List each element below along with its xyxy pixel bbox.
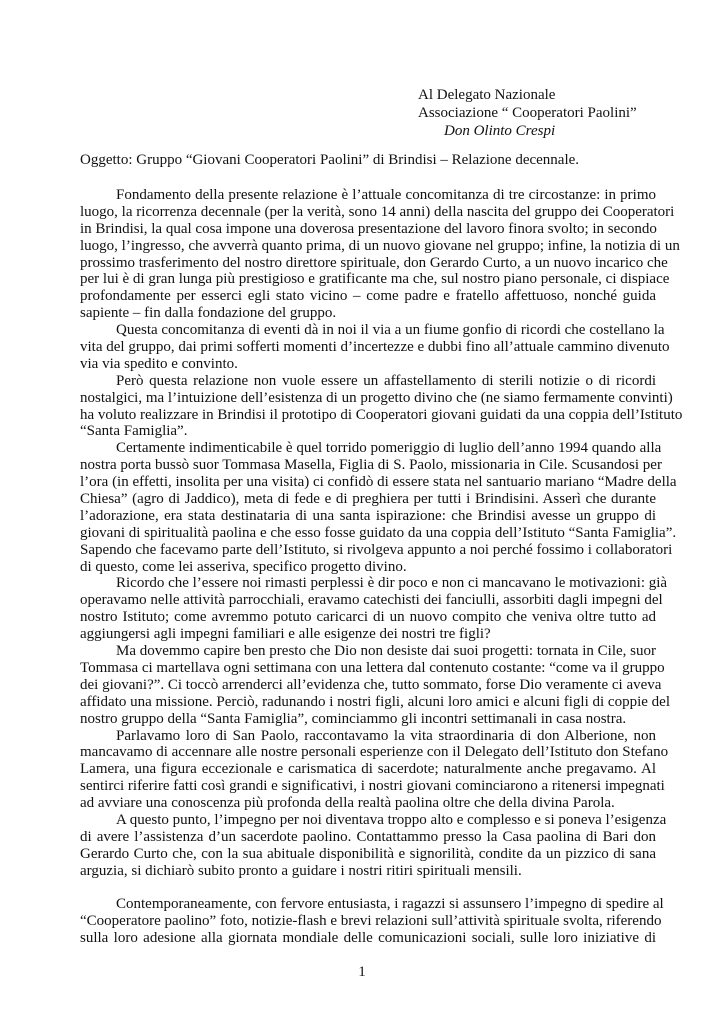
paragraph-line: Ricordo che l’essere noi rimasti perplessi è dir poco e non ci mancavano le motivazioni: già (116, 575, 668, 592)
paragraph-line: prossimo trasferimento del nostro direttore spirituale, don Gerardo Curto, a un nuovo incarico che (80, 254, 668, 271)
paragraph-line: via via spedito e convinto. (80, 355, 238, 372)
paragraph (80, 187, 680, 322)
paragraph-line: luogo, l’ingresso, che avverrà quanto prima, di un nuovo giovane nel gruppo; infine, la notizia di un (80, 237, 680, 254)
paragraph-line: “Santa Famiglia”. (80, 423, 188, 440)
paragraph-line: ad avviare una conoscenza più profonda della realtà paolina oltre che della divina Parola. (80, 795, 615, 812)
paragraph-line: operavamo nelle attività parrocchiali, eravamo catechisti dei fanciulli, assorbiti dagli impegni del (80, 592, 663, 609)
paragraph (80, 440, 677, 575)
letter-body (80, 187, 683, 947)
paragraph-line: in Brindisi, la qual cosa impone una doverosa presentazione del lavoro finora svolto; in secondo (80, 220, 657, 237)
paragraph-line: nostro gruppo della “Santa Famiglia”, cominciammo gli incontri settimanali in casa nostra. (80, 710, 627, 727)
paragraph-line: Sapendo che facevamo parte dell’Istituto, si rivolgeva appunto a noi perché fossimo i collaboratori (80, 541, 673, 558)
paragraph-line: Parlavamo loro di San Paolo, raccontavamo la vita straordinaria di don Alberione, non (116, 727, 656, 744)
paragraph-line: sulla loro adesione alla giornata mondiale delle comunicazioni sociali, sulle loro iniziative di (80, 930, 656, 947)
paragraph-line: Però questa relazione non vuole essere un affastellamento di sterili notizie o di ricordi (116, 372, 656, 389)
recipient-title: Al Delegato Nazionale (418, 87, 556, 103)
recipient-association: Associazione “ Cooperatori Paolini” (418, 105, 637, 121)
paragraph-line: Certamente indimenticabile è quel torrido pomeriggio di luglio dell’anno 1994 quando alla (116, 440, 662, 457)
paragraph-line: aggiungersi agli impegni familiari e alle esigenze dei nostri tre figli? (80, 626, 491, 643)
paragraph-line: luogo, la ricorrenza decennale (per la verità, sono 14 anni) della nascita del gruppo dei Cooperatori (80, 203, 675, 220)
paragraph-line: di questo, come lei asseriva, specifico progetto divino. (80, 558, 407, 575)
paragraph-line: nostro Istituto; come avremmo potuto caricarci di un nuovo compito che veniva oltre tutto ad (80, 609, 656, 626)
paragraph-line: sentirci riferire fatti così grandi e significativi, i nostri giovani cominciarono a ritenersi impegnati (80, 778, 665, 795)
paragraph-line: Ma dovemmo capire ben presto che Dio non desiste dai suoi progetti: tornata in Cile, suor (116, 643, 656, 660)
paragraph-line: per lui è di gran lunga più prestigioso e gratificante ma che, sul nostro piano personale, ci dispiace (80, 271, 670, 288)
paragraph-line: nostalgici, ma l’intuizione dell’esistenza di un progetto divino che (ne siamo fermamente convinti) (80, 389, 673, 406)
paragraph-line: mancavamo di accennare alle nostre personali esperienze con il Delegato dell’Istituto don Stefano (80, 744, 669, 761)
recipient-name: Don Olinto Crespi (444, 123, 556, 139)
paragraph-line: l’ora (in effetti, insolita per una visita) ci confidò di essere stata nel santuario mariano “Madre della (80, 474, 677, 491)
paragraph (80, 372, 683, 441)
paragraph-line: Fondamento della presente relazione è l’attuale concomitanza di tre circostanze: in primo (116, 187, 656, 203)
paragraph-line: profondamente per esserci egli stato vicino – come padre e fratello affettuoso, nonché guida (80, 288, 656, 305)
paragraph-line: l’adorazione, era stata destinataria di una santa ispirazione: che Brindisi avesse un gruppo di (80, 507, 656, 524)
letter-subject: Oggetto: Gruppo “Giovani Cooperatori Paolini” di Brindisi – Relazione decennale. (80, 152, 580, 168)
paragraph (80, 643, 670, 727)
paragraph-line: ha voluto realizzare in Brindisi il prototipo di Cooperatori giovani guidati da una coppia dell’Istituto (80, 406, 683, 423)
paragraph-line: arguzia, si dichiarò subito pronto a guidare i nostri ritiri spirituali mensili. (80, 862, 522, 879)
paragraph-line: dei giovani?”. Ci toccò arrenderci all’evidenza che, tutto sommato, forse Dio veramente ci aveva (80, 676, 662, 693)
paragraph (80, 575, 668, 643)
paragraph-gap (80, 880, 656, 897)
paragraph-line: di avere l’assistenza d’un sacerdote paolino. Contattammo presso la Casa paolina di Bari don (80, 828, 656, 845)
paragraph-line: Questa concomitanza di eventi dà in noi il via a un fiume gonfio di ricordi che costellano la (116, 322, 665, 339)
paragraph (80, 896, 664, 947)
paragraph-line: affidato una missione. Perciò, radunando i nostri figli, alcuni loro amici e alcuni figli di coppie del (80, 693, 670, 710)
paragraph (80, 727, 669, 812)
paragraph-line: vita del gruppo, dai primi sofferti momenti d’incertezze e dubbi fino all’attuale cammino divenuto (80, 339, 670, 356)
paragraph-line: giovani di spiritualità paolina e che esso fosse guidato da una coppia dell’Istituto “Santa Famiglia”. (80, 524, 677, 541)
paragraph-line: Gerardo Curto che, con la sua abituale disponibilità e signorilità, condite da un pizzico di sana (80, 845, 656, 862)
paragraph-line: Chiesa” (agro di Jaddico), meta di fede e di preghiera per tutti i Brindisini. Asserì che durante (80, 491, 656, 508)
paragraph-line: nostra porta bussò suor Tommasa Masella, Figlia di S. Paolo, missionaria in Cile. Scusandosi per (80, 457, 662, 474)
page-number: 1 (358, 964, 366, 980)
paragraph-line: “Cooperatore paolino” foto, notizie-flash e brevi relazioni sull’attività spirituale svolta, riferendo (80, 913, 662, 930)
paragraph (80, 322, 670, 373)
paragraph-line: Contemporaneamente, con fervore entusiasta, i ragazzi si assunsero l’impegno di spedire al (116, 896, 664, 913)
paragraph (80, 811, 667, 880)
paragraph-line: sapiente – fin dalla fondazione del gruppo. (80, 305, 337, 322)
paragraph-line: A questo punto, l’impegno per noi diventava troppo alto e complesso e si poneva l’esigenza (116, 811, 667, 828)
paragraph-line: Lamera, una figura eccezionale e carismatica di sacerdote; naturalmente anche pregavamo. Al (80, 761, 656, 778)
paragraph-line: Tommasa ci martellava ogni settimana con una lettera dal contenuto costante: “come va il gruppo (80, 659, 665, 676)
recipient-address (418, 86, 637, 140)
